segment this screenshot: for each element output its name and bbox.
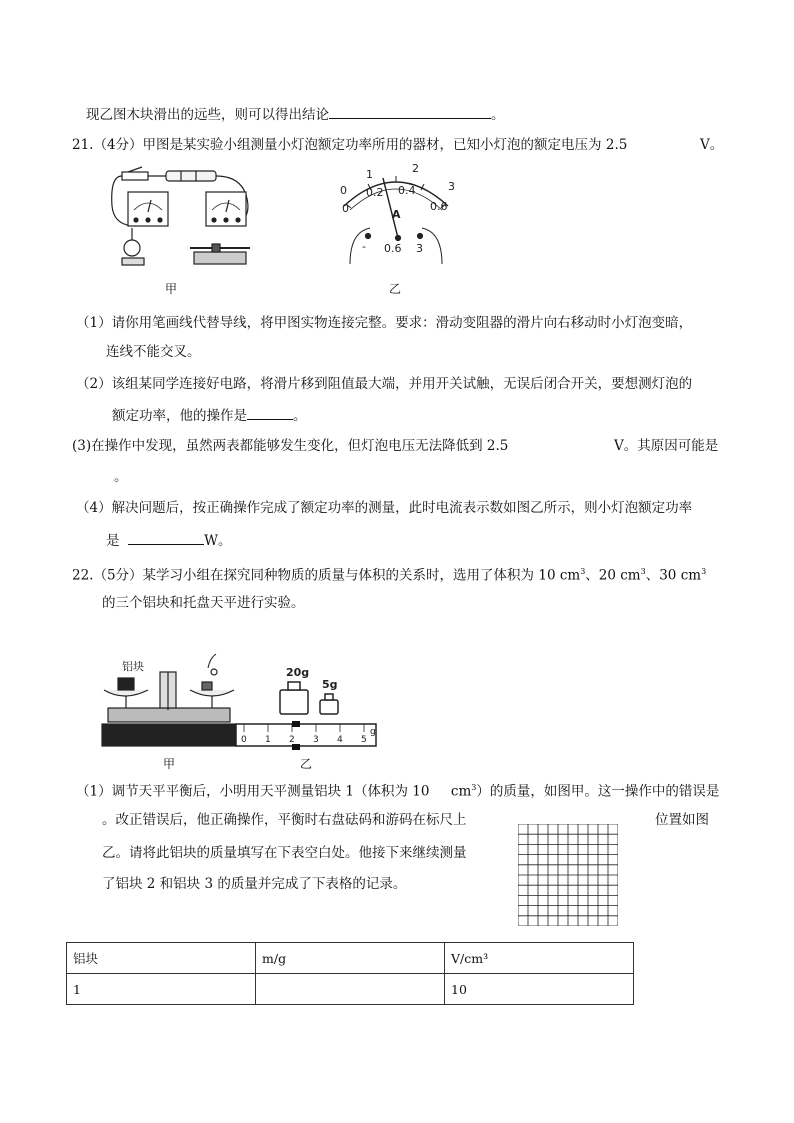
q21-part4-line2: 是 W。 <box>106 530 231 551</box>
prev-text: 现乙图木块滑出的远些，则可以得出结论 <box>86 107 329 123</box>
terminal-neg-label: - <box>362 240 366 253</box>
terminal-3-label: 3 <box>416 242 423 255</box>
terminal-06-label: 0.6 <box>384 242 402 255</box>
q22-intro-line2: 的三个铝块和托盘天平进行实验。 <box>102 595 305 611</box>
dial-top-label-1: 1 <box>366 168 373 181</box>
q21-intro-unit: V。 <box>700 137 724 153</box>
table-cell: 1 <box>67 974 256 1005</box>
table-row <box>67 974 634 1005</box>
q22-part1-line4: 了铝块 2 和铝块 3 的质量并完成了下表格的记录。 <box>102 876 407 892</box>
dial-bottom-label-2: 0.4 <box>398 184 416 197</box>
dial-top-label-0: 0 <box>340 184 347 197</box>
dial-bottom-label-3: 0.6 <box>430 200 448 213</box>
q22-intro: 22.（5分）某学习小组在探究同种物质的质量与体积的关系时，选用了体积为 10 $cm^3$、20 $cm^3$、30 $cm^3$ <box>72 567 707 584</box>
balance-figure <box>98 650 240 756</box>
figure-caption-yi: 乙 <box>389 282 402 296</box>
q22-part1-line3: 乙。请将此铝块的质量填写在下表空白处。他接下来继续测量 <box>102 845 467 861</box>
block-label: 铝块 <box>122 660 144 673</box>
table-header-cell: 铝块 <box>67 943 256 974</box>
answer-blank[interactable] <box>247 405 293 420</box>
ruler-unit: g <box>370 727 376 737</box>
switch-icon <box>122 172 148 180</box>
q21-part3-line1b: V。其原因可能是 <box>614 438 719 454</box>
ruler-tick-1: 1 <box>265 735 271 745</box>
ruler-tick-0: 0 <box>241 735 247 745</box>
q21-part4-line1: （4）解决问题后，按正确操作完成了额定功率的测量，此时电流表示数如图乙所示，则小灯泡额定功率 <box>76 500 693 516</box>
dial-bottom-label-1: 0.2 <box>366 186 384 199</box>
answer-blank[interactable] <box>128 530 204 545</box>
weight-5g-icon <box>320 700 338 714</box>
figure-caption-yi-2: 乙 <box>300 757 313 771</box>
q22-part1-line1: （1）调节天平平衡后，小明用天平测量铝块 1（体积为 10 $cm^3$）的质量，如图甲。这一操作中的错误是 <box>76 783 720 800</box>
ruler <box>236 724 376 746</box>
weight-20g-icon <box>280 690 308 714</box>
weight-20g-label: 20g <box>286 666 310 679</box>
ruler-tick-4: 4 <box>337 735 343 745</box>
ruler-tick-3: 3 <box>313 735 319 745</box>
table-cell: 10 <box>445 974 634 1005</box>
rider-icon <box>292 721 300 727</box>
table-header-cell: m/g <box>256 943 445 974</box>
q21-part2-line1: （2）该组某同学连接好电路，将滑片移到阻值最大端，并用开关试触，无误后闭合开关，要想测灯泡的 <box>76 376 693 392</box>
weights-ruler-figure <box>234 664 380 756</box>
data-table <box>66 942 634 1005</box>
weight-5g-label: 5g <box>322 678 338 691</box>
table-header-row <box>67 943 634 974</box>
bulb-icon <box>124 240 140 256</box>
figure-caption-jia: 甲 <box>165 282 178 296</box>
figure-caption-jia-2: 甲 <box>163 757 176 771</box>
q21-part1-line2: 连线不能交叉。 <box>106 344 201 360</box>
aluminum-block-icon <box>118 678 134 690</box>
q21-part3-line1a: (3)在操作中发现，虽然两表都能够发生变化，但灯泡电压无法降低到 2.5 <box>72 438 509 454</box>
answer-blank[interactable] <box>329 104 491 119</box>
graph-grid[interactable] <box>518 824 618 926</box>
q21-part1-line1: （1）请你用笔画线代替导线，将甲图实物连接完整。要求：滑动变阻器的滑片向右移动时小灯泡变暗， <box>76 315 693 331</box>
q21-part2-line2: 额定功率，他的操作是 。 <box>112 405 307 426</box>
dial-bottom-label-0: 0 <box>342 202 349 215</box>
ruler-tick-2: 2 <box>289 735 295 745</box>
table-cell-mass-input[interactable] <box>256 974 445 1005</box>
rheostat-icon <box>194 252 246 264</box>
dial-top-label-3: 3 <box>448 180 455 193</box>
q21-intro: 21.（4分）甲图是某实验小组测量小灯泡额定功率所用的器材，已知小灯泡的额定电压为 2.5 <box>72 137 628 153</box>
dial-top-label-2: 2 <box>412 162 419 175</box>
weight-on-pan-icon <box>202 682 212 690</box>
ammeter-dial-figure <box>330 160 462 270</box>
q22-part1-line2a: 。改正错误后，他正确操作，平衡时右盘砝码和游码在标尺上 <box>102 812 467 828</box>
q22-part1-line2b: 位置如图 <box>655 812 709 828</box>
table-header-cell: V/cm³ <box>445 943 634 974</box>
ruler-tick-5: 5 <box>361 735 367 745</box>
dial-unit-label: A <box>392 208 401 221</box>
circuit-apparatus-figure <box>106 166 258 278</box>
prev-line: 现乙图木块滑出的远些，则可以得出结论 。 <box>86 104 505 125</box>
battery-icon <box>166 171 216 181</box>
q21-part3-line2: 。 <box>114 469 128 485</box>
